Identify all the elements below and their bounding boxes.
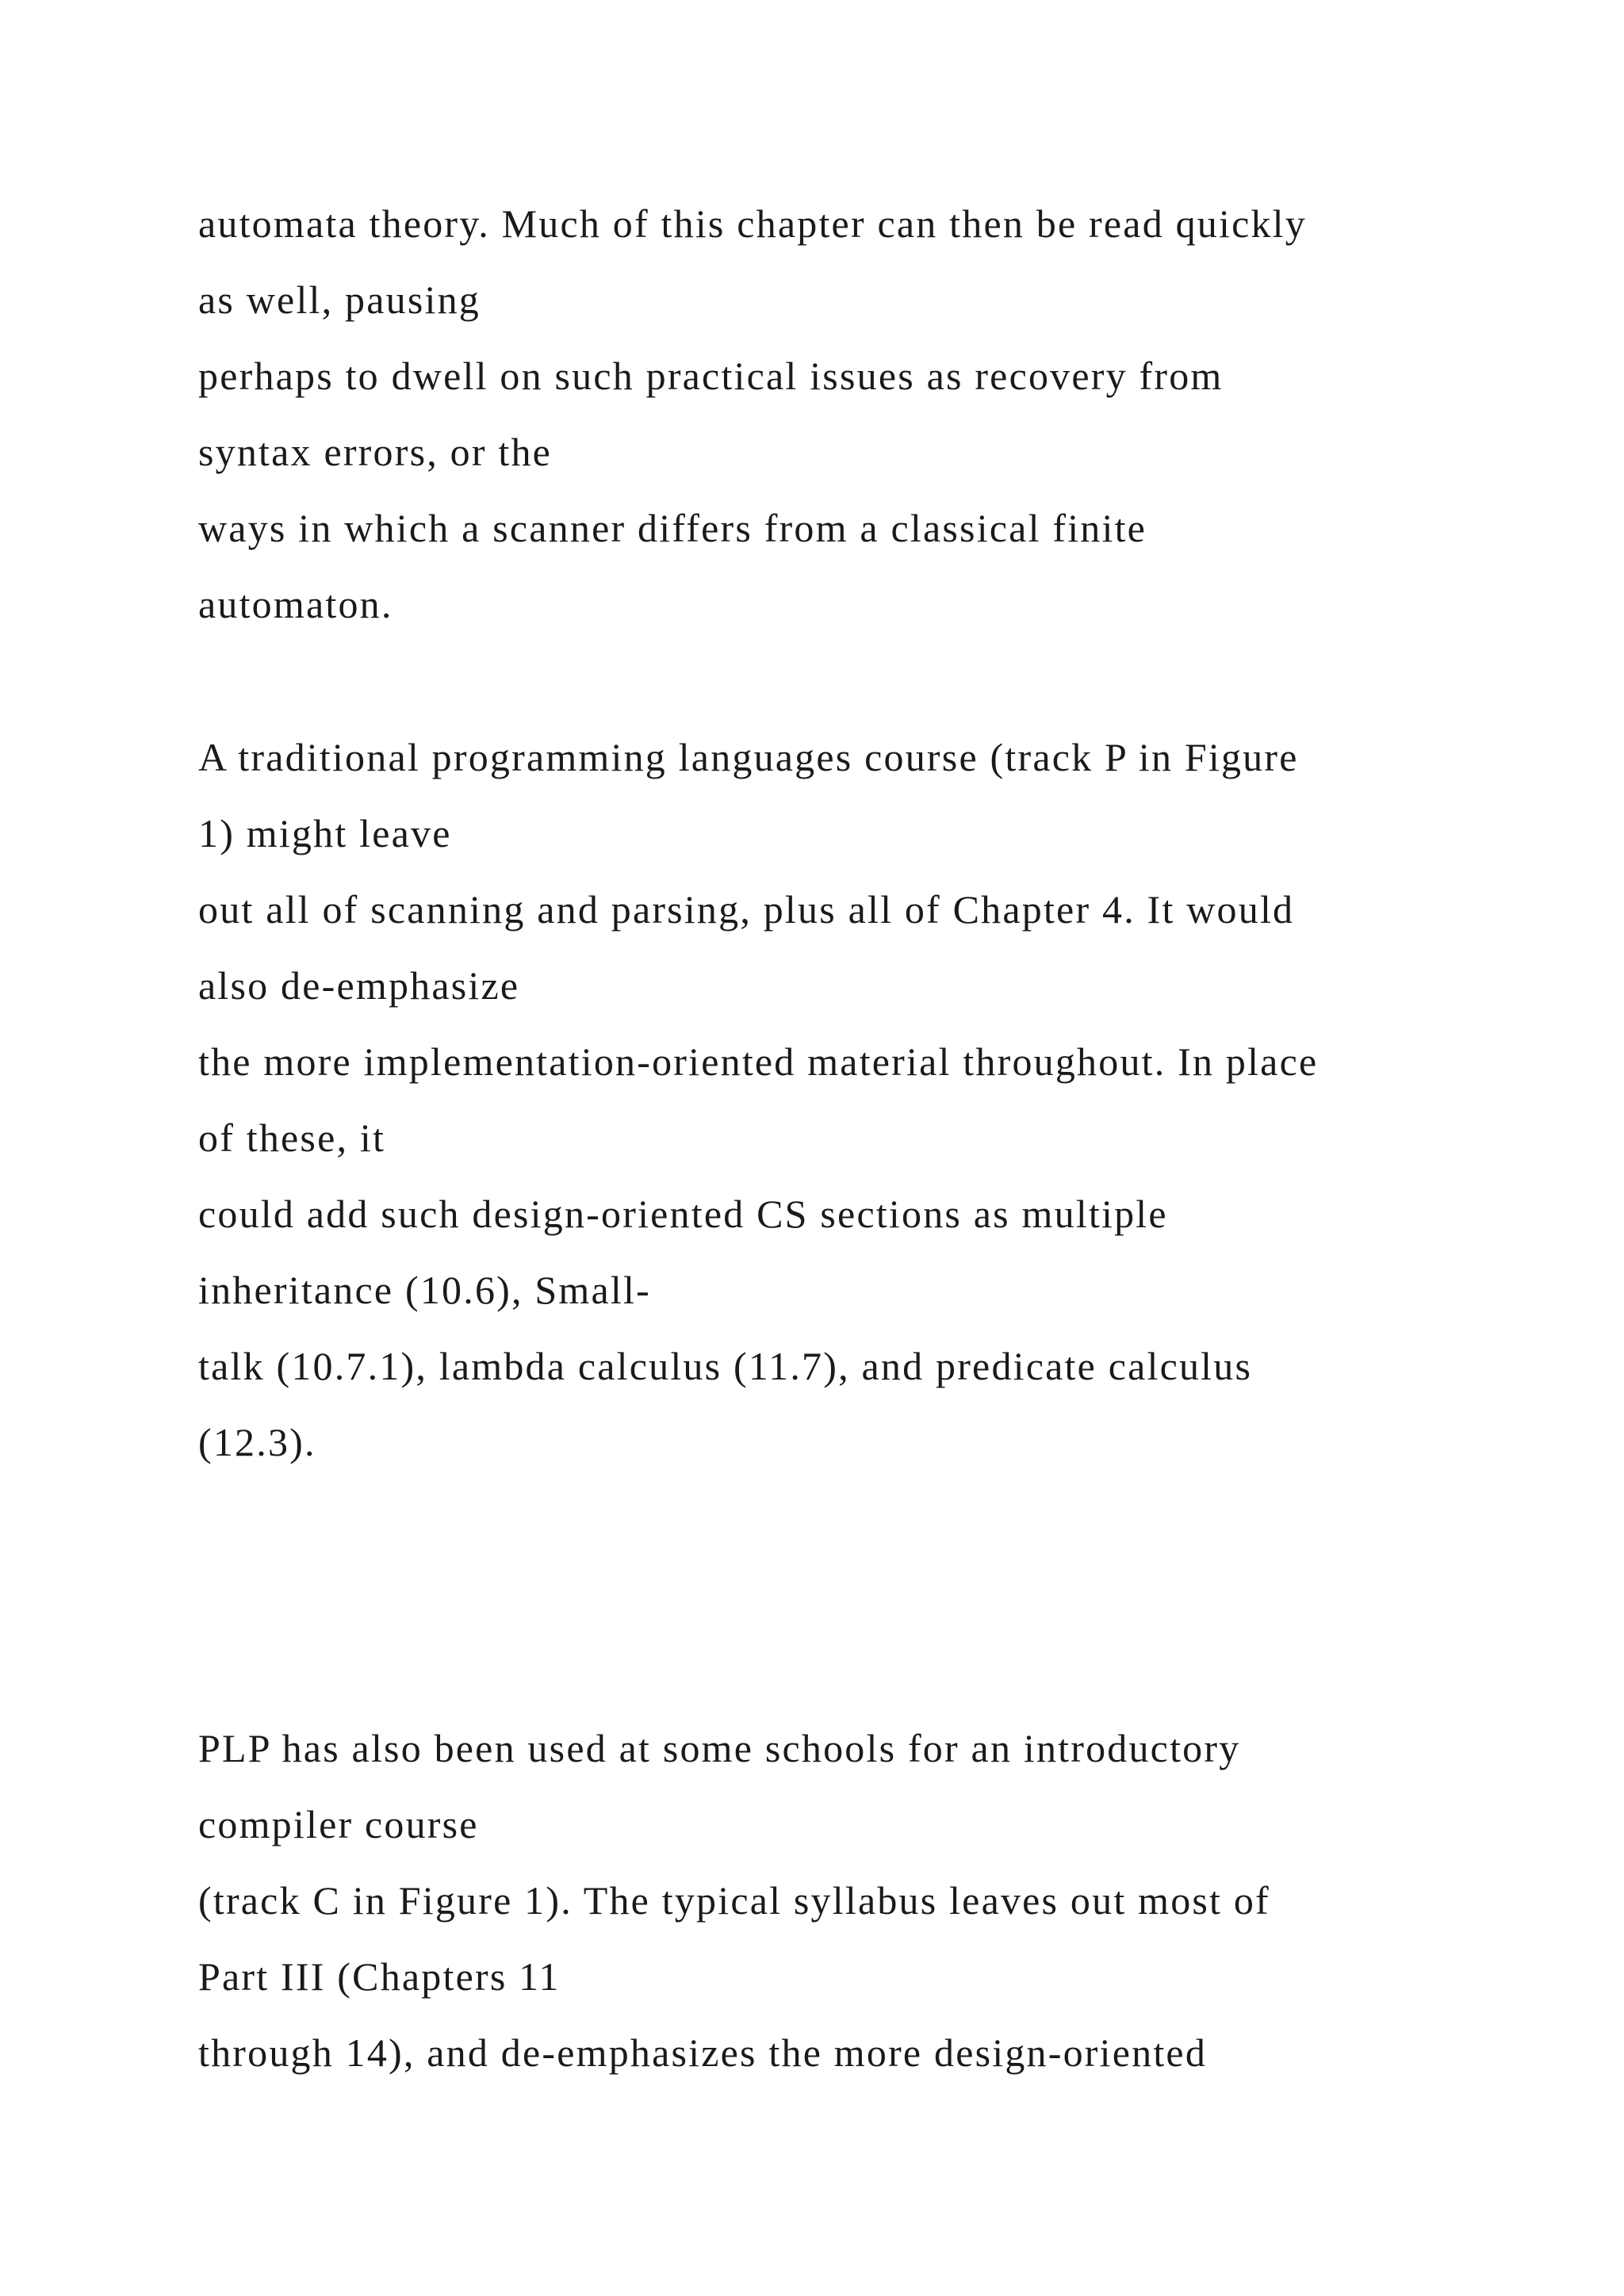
text-line: PLP has also been used at some schools for an introductory xyxy=(198,1726,1241,1770)
text-line: A traditional programming languages course (track P in Figure xyxy=(198,735,1299,779)
text-line: also de-emphasize xyxy=(198,963,520,1008)
text-line: automaton. xyxy=(198,582,393,626)
text-line: out all of scanning and parsing, plus all of Chapter 4. It would xyxy=(198,887,1295,932)
text-line: compiler course xyxy=(198,1802,479,1846)
text-line: automata theory. Much of this chapter can then be read quickly xyxy=(198,201,1307,246)
text-line: perhaps to dwell on such practical issues as recovery from xyxy=(198,354,1224,398)
text-line: syntax errors, or the xyxy=(198,430,553,474)
text-line: 1) might leave xyxy=(198,811,452,855)
text-line: inheritance (10.6), Small- xyxy=(198,1268,651,1312)
text-line: ways in which a scanner differs from a classical finite xyxy=(198,506,1147,550)
text-line: (track C in Figure 1). The typical syllabus leaves out most of xyxy=(198,1878,1270,1923)
text-line: talk (10.7.1), lambda calculus (11.7), and predicate calculus xyxy=(198,1344,1253,1388)
text-line: Part III (Chapters 11 xyxy=(198,1954,561,1999)
text-line: of these, it xyxy=(198,1115,386,1160)
text-line: as well, pausing xyxy=(198,277,481,322)
text-line: through 14), and de-emphasizes the more design-oriented xyxy=(198,2030,1208,2075)
text-line: the more implementation-oriented material throughout. In place xyxy=(198,1039,1319,1084)
text-line: (12.3). xyxy=(198,1420,316,1464)
text-line: could add such design-oriented CS sections as multiple xyxy=(198,1192,1168,1236)
